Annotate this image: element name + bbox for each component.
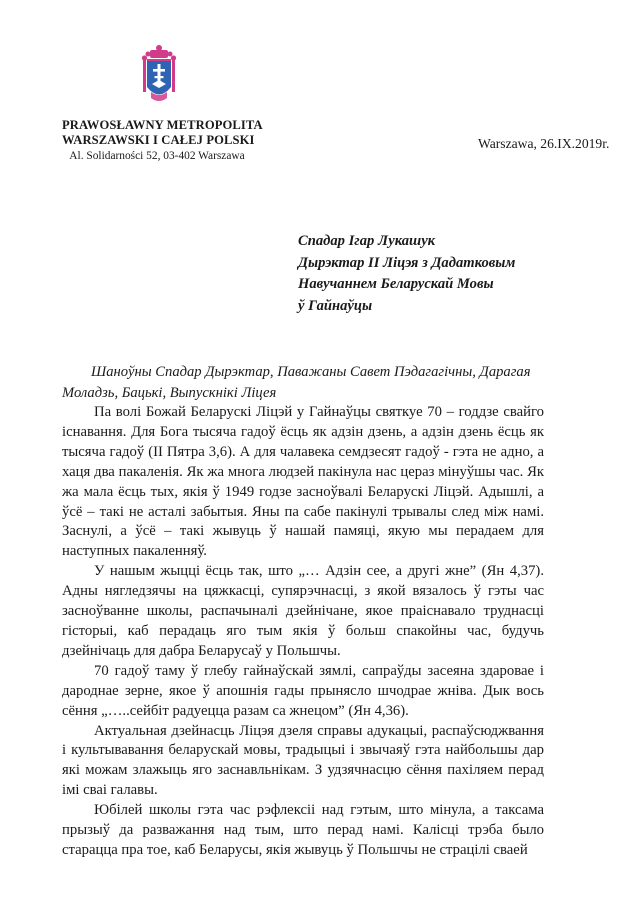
recipient-line: ў Гайнаўцы: [298, 297, 373, 314]
body-paragraph: 70 гадоў таму ў глебу гайнаўскай зямлі, сапраўды засеяна здаровае і дароднае зерне, якое ў апошнія гады прынясло шчодрае жніва. Дык вось сёння „…..сейбіт радуецца разам са жнецом” (Ян 4,36).: [62, 662, 544, 719]
recipient-line: Навучаннем Беларускай Мовы: [298, 276, 494, 292]
sender-address: Al. Solidarności 52, 03-402 Warszawa: [69, 150, 245, 162]
metropolitan-crest-icon: [137, 42, 181, 112]
sender-block: [62, 118, 263, 163]
sender-org-line2: WARSZAWSKI I CAŁEJ POLSKI: [62, 133, 255, 147]
recipient-line: Дырэктар ІІ Ліцэя з Дадатковым: [298, 254, 516, 271]
body-paragraph: Юбілей школы гэта час рэфлексіі над гэтым, што мінула, а таксама прызыў да разважання над тым, што перад намі. Калісці трэба было старацца пра тое, каб Беларусы, якія жывуць ў Польшчы не страцілі сваей: [62, 802, 544, 858]
body-paragraph: У нашым жыцці ёсць так, што „… Адзін сее, а другі жне” (Ян 4,37). Адны нягледзячы на цяжкасці, супярэчнасці, з якой вязалось ў гэты час засноўванне школы, распачыналі дзейнічане, якое праіснавало труднасці гісторыі, каб перадаць яго тым якія ў больш спакойны час, будучь дзейнічаць для дабра Беларусаў у Польшчы.: [62, 563, 544, 659]
recipient-line: Спадар Ігар Лукашук: [298, 233, 436, 249]
letter-date: Warszawa, 26.IX.2019r.: [478, 136, 610, 151]
salutation: Шаноўны Спадар Дырэктар, Паважаны Савет Пэдагагічны, Дарагая Моладзь, Бацькі, Выпускнікі Ліцея: [62, 364, 531, 401]
body-paragraph: Па волі Божай Беларускі Ліцэй у Гайнаўцы святкуе 70 – годдзе свайго існавання. Для Бога тысяча гадоў ёсць як адзін дзень, а адзін дзень ёсць як тысяча гадоў (ІІ Пятра 3,6). А для чалавека семдзесят гадоў - гэта не адно, а хаця два пакаленія. Як жа многа людзей пакінула нас цераз мінуўшы час. Як жа мала ёсць тых, якія ў 1949 годзе засноўвалі Беларускі Ліцэй. Адышлі, а ўсё – такі не асталі забытыя. Яны па сабе пакінулі трывалы след між намі. Заснулі, а ўсё – такі жывуць ў нашай памяці, якую мы перадаем для наступных пакаленняў.: [62, 404, 544, 560]
recipient-block: [298, 231, 515, 317]
letter-body: [62, 403, 544, 861]
sender-org-line1: PRAWOSŁAWNY METROPOLITA: [62, 118, 263, 132]
body-paragraph: Актуальная дзейнасць Ліцэя дзеля справы адукацыі, распаўсюджвання і культывавання беларускай мовы, традыцыі і звычаяў гэта найбольшы дар які можам злажыць яго заснавльнікам. З удзячнасцю сёння пахіляем перад імі сваі галавы.: [62, 722, 544, 799]
